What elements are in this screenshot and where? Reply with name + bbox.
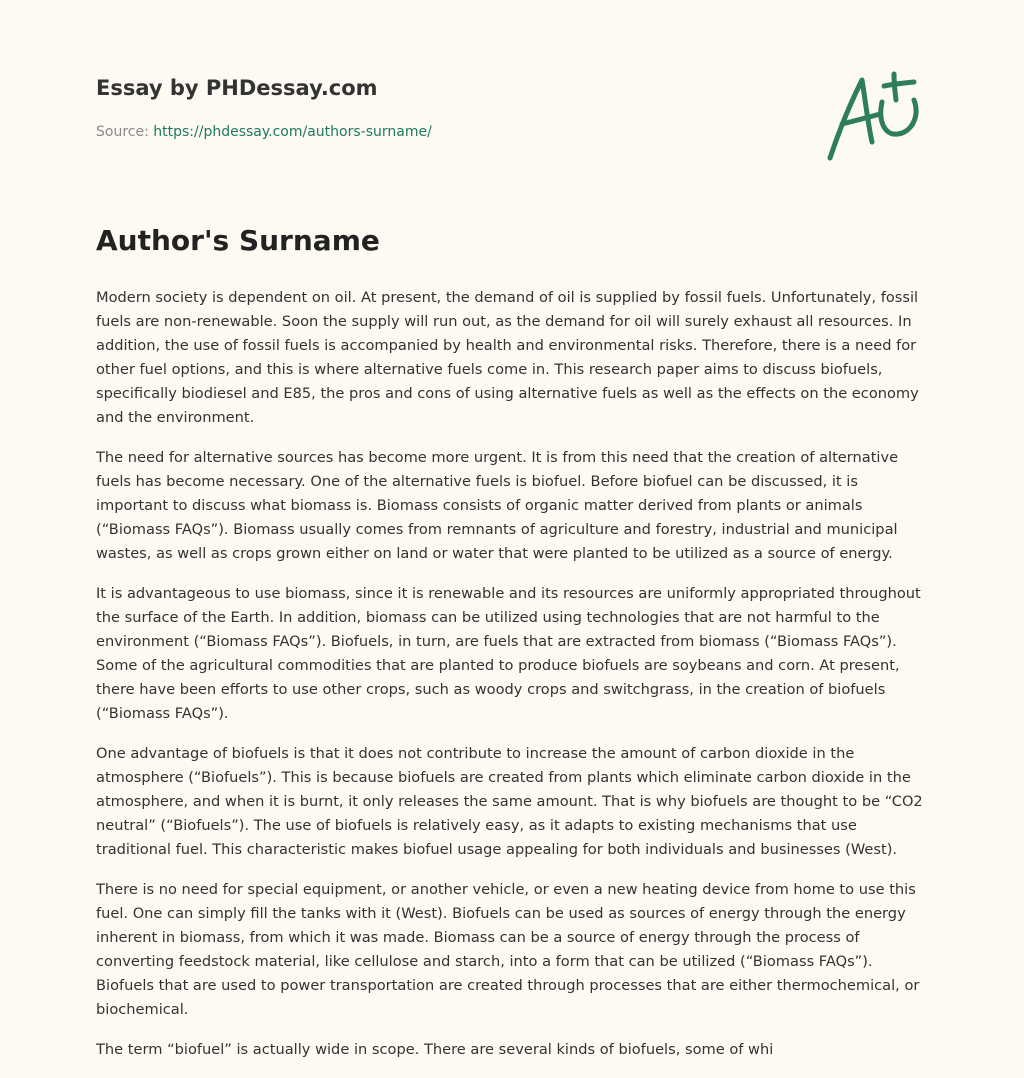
document-body — [96, 286, 926, 1078]
source-line — [96, 124, 432, 140]
paragraph: Modern society is dependent on oil. At present, the demand of oil is supplied by fossil fuels. Unfortunately, fossil fuels are non-renewable. Soon the supply will run out, as the demand for oil will surely exhaust all resources. In addition, the use of fossil fuels is accompanied by health and environmental risks. Therefore, there is a need for other fuel options, and this is where alternative fuels come in. This research paper aims to discuss biofuels, specifically biodiesel and E85, the pros and cons of using alternative fuels as well as the effects on the economy and the environment. — [96, 289, 919, 426]
paragraph: There is no need for special equipment, or another vehicle, or even a new heating device from home to use this fuel. One can simply fill the tanks with it (West). Biofuels can be used as sources of energy through the energy inherent in biomass, from which it was made. Biomass can be a source of energy through the process of converting feedstock material, like cellulose and starch, into a form that can be utilized (“Biomass FAQs”). Biofuels that are used to power transportation are created through processes that are either thermochemical, or biochemical. — [96, 881, 920, 1018]
paragraph: One advantage of biofuels is that it does not contribute to increase the amount of carbon dioxide in the atmosphere (“Biofuels”). This is because biofuels are created from plants which eliminate carbon dioxide in the atmosphere, and when it is burnt, it only releases the same amount. That is why biofuels are thought to be “CO2 neutral” (“Biofuels”). The use of biofuels is relatively easy, as it adapts to existing mechanisms that use traditional fuel. This characteristic makes biofuel usage appealing for both individuals and businesses (West). — [96, 745, 923, 858]
source-label: Source: — [96, 124, 149, 140]
paragraph: The need for alternative sources has become more urgent. It is from this need that the creation of alternative fuels has become necessary. One of the alternative fuels is biofuel. Before biofuel can be discussed, it is important to discuss what biomass is. Biomass consists of organic matter derived from plants or animals (“Biomass FAQs”). Biomass usually comes from remnants of agriculture and forestry, industrial and municipal wastes, as well as crops grown either on land or water that were planted to be utilized as a source of energy. — [96, 449, 899, 562]
paragraph: It is advantageous to use biomass, since it is renewable and its resources are uniformly appropriated throughout the surface of the Earth. In addition, biomass can be utilized using technologies that are not harmful to the environment (“Biomass FAQs”). Biofuels, in turn, are fuels that are extracted from biomass (“Biomass FAQs”). Some of the agricultural commodities that are planted to produce biofuels are soybeans and corn. At present, there have been efforts to use other crops, such as woody crops and switchgrass, in the creation of biofuels (“Biomass FAQs”). — [96, 585, 921, 722]
source-link[interactable]: https://phdessay.com/authors-surname/ — [153, 124, 432, 140]
paragraph: The term “biofuel” is actually wide in scope. There are several kinds of biofuels, some of whi — [96, 1041, 774, 1058]
document-title: Author's Surname — [96, 224, 380, 257]
a-plus-logo-icon — [822, 66, 932, 166]
site-title: Essay by PHDessay.com — [96, 76, 378, 100]
